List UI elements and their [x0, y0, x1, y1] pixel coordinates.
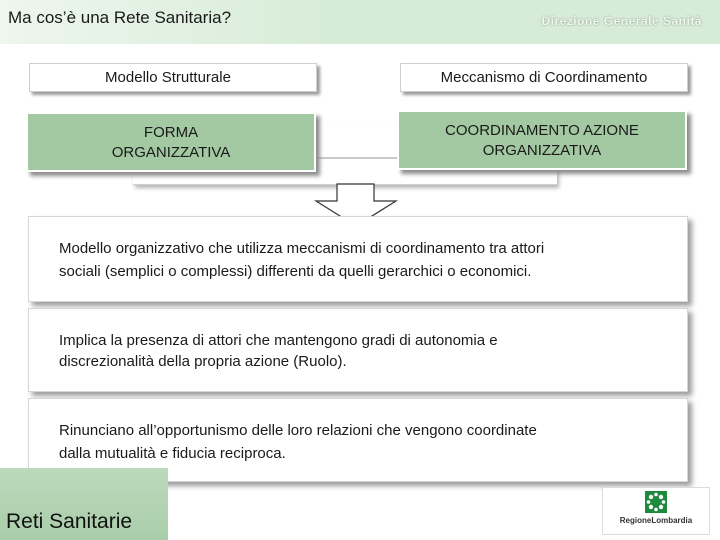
logo-text: RegioneLombardia	[619, 516, 693, 525]
card-opportunismo-line1: Rinunciano all’opportunismo delle loro relazioni che vengono coordinate	[59, 422, 537, 439]
modello-strutturale-bar	[29, 63, 317, 92]
regione-lombardia-logo	[602, 487, 710, 535]
coordinamento-box	[397, 110, 687, 170]
footer-label: Reti Sanitarie	[6, 510, 133, 533]
header-band	[0, 0, 720, 44]
card-definition-line2: sociali (semplici o complessi) differenti da quelli gerarchici o economici.	[59, 263, 532, 280]
connector-line	[315, 157, 400, 159]
slide-title: Ma cos’è una Rete Sanitaria?	[8, 8, 232, 27]
meccanismo-bar	[400, 63, 688, 92]
card-definition	[28, 216, 688, 302]
forma-line1: FORMA	[143, 124, 199, 141]
card-opportunismo-line2: dalla mutualità e fiducia reciproca.	[59, 445, 286, 462]
brand-label: Direzione Generale Sanità	[541, 14, 702, 28]
card-autonomia-line1: Implica la presenza di attori che mantengono gradi di autonomia e	[59, 332, 498, 349]
modello-strutturale-label: Modello Strutturale	[105, 69, 231, 86]
card-definition-line1: Modello organizzativo che utilizza meccanismi di coordinamento tra attori	[59, 240, 545, 257]
footer-band	[0, 468, 168, 540]
forma-line2: ORGANIZZATIVA	[111, 144, 231, 161]
card-autonomia-line2: discrezionalità della propria azione (Ruolo).	[59, 353, 347, 370]
rosa-camuna-icon	[645, 491, 667, 513]
coordinamento-line1: COORDINAMENTO AZIONE	[445, 122, 639, 139]
meccanismo-label: Meccanismo di Coordinamento	[440, 69, 648, 86]
coordinamento-line2: ORGANIZZATIVA	[482, 142, 602, 159]
card-autonomia	[28, 308, 688, 392]
forma-organizzativa-box	[26, 112, 316, 172]
